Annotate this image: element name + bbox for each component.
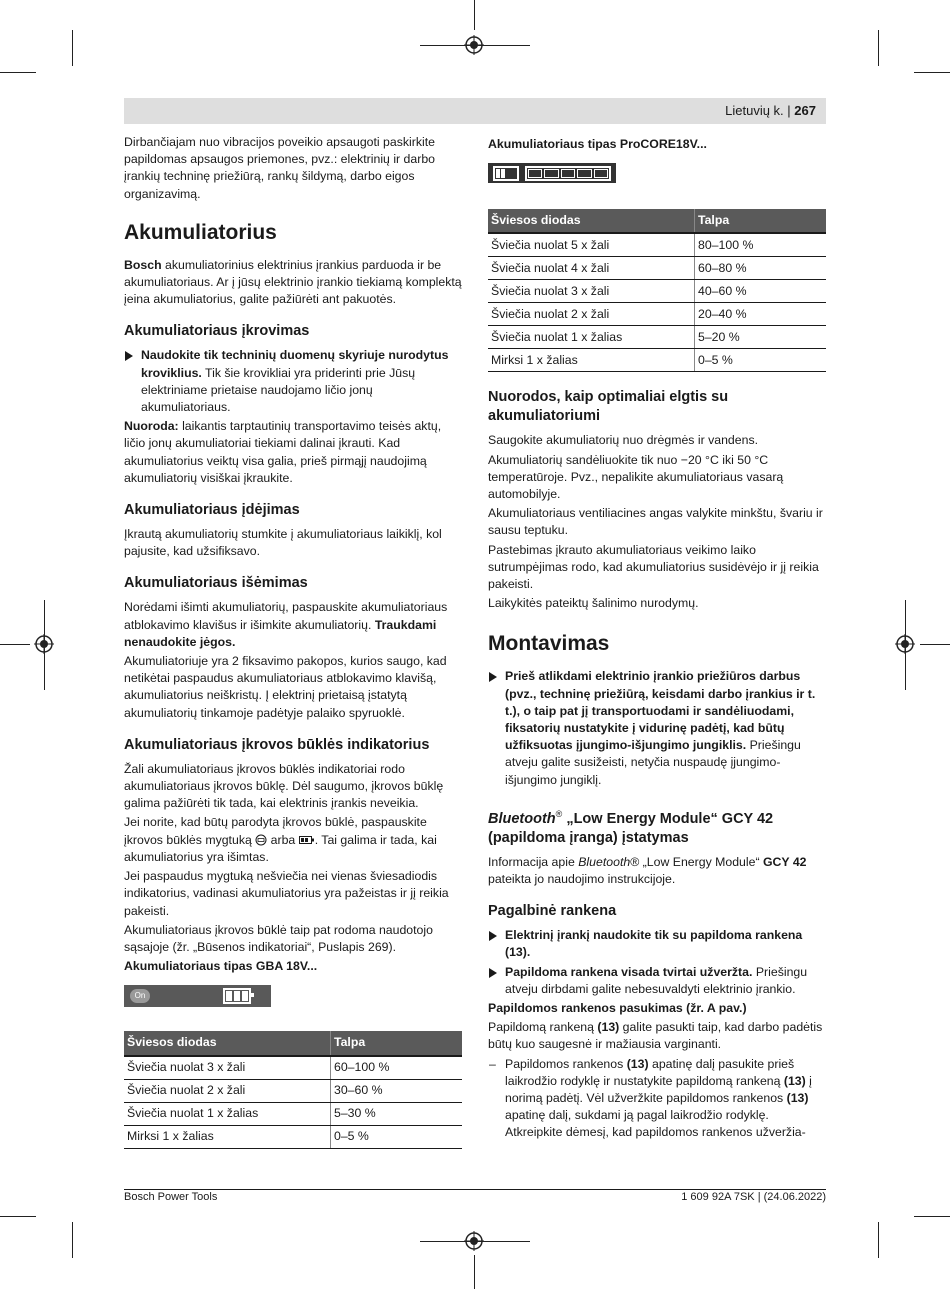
table-cell: Šviečia nuolat 2 x žali	[488, 303, 695, 326]
table-row	[124, 1125, 462, 1148]
crop-mark	[0, 644, 30, 645]
bullet-bold: Prieš atlikdami elektrinio įrankio priežiūros darbus (pvz., techninę priežiūrą, keisdami darbo įrankius ir t. t.), o taip pat jį transportuodami ir sandėliuodami, fiksatorių nustatykite į vidurinę padėtį, kad būtų užfiksuotas įjungimo-išjungimo jungiklis.	[505, 669, 816, 753]
bt-text: ® „Low Energy Module“	[630, 854, 763, 869]
table-header-row	[124, 1031, 462, 1055]
col-header: Šviesos diodas	[488, 209, 695, 233]
charge-status-button-icon	[255, 834, 267, 846]
bt-text: Bluetooth	[578, 854, 631, 869]
pas-text: (13)	[597, 1020, 620, 1035]
heading-montavimas: Montavimas	[488, 632, 610, 656]
procore-battery-illustration	[488, 163, 616, 183]
footer-publisher: Bosch Power Tools	[124, 1191, 218, 1203]
step-text: Atkreipkite dėmesį, kad papildomos rankenos užveržia-	[505, 1125, 806, 1140]
table-cell: Šviečia nuolat 3 x žali	[488, 280, 695, 303]
table-row	[488, 349, 826, 372]
crop-mark	[0, 72, 36, 73]
nuoroda-text: laikantis tarptautinių transportavimo teisės aktų, ličio jonų akumuliatoriai tiekiami dalinai įkrauti. Kad akumuliatorius veiktų visa galia, prieš pirmąjį naudojimą akumuliatorių visiškai įkraukite.	[124, 419, 442, 485]
bt-text: GCY 42	[762, 854, 807, 869]
footer-rule	[124, 1189, 826, 1190]
crop-mark	[878, 1222, 879, 1258]
table-cell: 40–60 %	[695, 280, 827, 303]
heading-isemimas: Akumuliatoriaus išėmimas	[124, 575, 308, 592]
table-cell: 80–100 %	[695, 233, 827, 257]
battery-small-icon	[493, 166, 519, 181]
table-cell: Mirksi 1 x žalias	[488, 349, 695, 372]
bullet-bold: Naudokite tik techninių duomenų skyriuje nurodytus kroviklius.	[141, 348, 449, 380]
footer-docnumber: 1 609 92A 7SK | (24.06.2022)	[681, 1191, 826, 1203]
indikatorius-p2	[124, 814, 462, 866]
crop-mark	[72, 30, 73, 66]
idejimas-paragraph: Įkrautą akumuliatorių stumkite į akumuliatoriaus laikiklį, kol pajusite, kad užsifiksavo.	[124, 527, 442, 559]
table-cell: Šviečia nuolat 5 x žali	[488, 233, 695, 257]
registration-mark-icon	[464, 1231, 484, 1251]
nuorodos-p3: Akumuliatoriaus ventiliacines angas valykite minkštu, švariu ir sausu teptuku.	[488, 506, 823, 538]
procore-title: Akumuliatoriaus tipas ProCORE18V...	[488, 137, 707, 151]
heading-bluetooth	[488, 805, 826, 848]
right-column	[488, 134, 826, 1144]
step-text: (13)	[626, 1056, 649, 1071]
table-cell: 5–30 %	[331, 1102, 463, 1125]
table-row	[488, 257, 826, 280]
isemimas-paragraph-2: Akumuliatoriuje yra 2 fiksavimo pakopos, kurios saugo, kad netikėtai paspaudus akumuliatoriaus atblokavimo klavišą, akumuliatorius neiškristų. Į elektrinį prietaisą įstatytą akumuliatorių tinkamoje padėtyje palaiko spyruoklė.	[124, 654, 447, 720]
table-cell: Šviečia nuolat 1 x žalias	[124, 1102, 331, 1125]
table-row	[124, 1079, 462, 1102]
bullet-text: Tik šie krovikliai yra priderinti prie Jūsų elektriniame prietaise naudojamo ličio jonų akumuliatoriaus.	[141, 365, 416, 415]
step-text: į norimą padėtį. Vėl užveržkite papildomos rankenos	[505, 1073, 812, 1105]
page-number: 267	[794, 103, 816, 118]
crop-mark	[920, 644, 950, 645]
step-text: Papildomos rankenos	[505, 1056, 627, 1071]
crop-mark	[474, 0, 475, 30]
battery-gauge-icon	[525, 166, 611, 181]
isemimas-paragraph	[124, 599, 462, 651]
nuoroda-label: Nuoroda:	[124, 419, 179, 434]
table-cell: 20–40 %	[695, 303, 827, 326]
registered-mark: ®	[555, 808, 563, 819]
nuorodos-p2: Akumuliatorių sandėliuokite tik nuo −20 °C iki 50 °C temperatūroje. Pvz., nepalikite akumuliatoriaus vasarą automobilyje.	[488, 452, 784, 502]
table-cell: 30–60 %	[331, 1079, 463, 1102]
indikatorius-p3: Jei paspaudus mygtuką nešviečia nei vienas šviesadiodis indikatorius, vadinasi akumuliatorius yra pažeistas ir jį reikia pakeisti.	[124, 869, 449, 918]
battery-button-icon	[299, 835, 315, 845]
gba-title: Akumuliatoriaus tipas GBA 18V...	[124, 959, 318, 974]
indikatorius-p4: Akumuliatoriaus įkrovos būklė taip pat rodoma naudotojo sąsajoje (žr. „Būsenos indikatoriai“, Puslapis 269).	[124, 922, 433, 954]
bt-text: pateikta jo naudojimo instrukcijoje.	[488, 871, 676, 886]
ind-text: . Tai galima ir tada, kai akumuliatorius yra išimtas.	[124, 832, 437, 864]
heading-ikrovimas: Akumuliatoriaus įkrovimas	[124, 323, 310, 340]
table-cell: Šviečia nuolat 4 x žali	[488, 257, 695, 280]
heading-indikatorius: Akumuliatoriaus įkrovos būklės indikatorius	[124, 736, 430, 753]
pasukimas-paragraph	[488, 1019, 826, 1053]
table-cell: 5–20 %	[695, 326, 827, 349]
gba-battery-illustration	[124, 985, 271, 1007]
battery-gauge-icon	[223, 988, 251, 1004]
akumuliatorius-paragraph	[124, 257, 462, 309]
ikrovimas-bullet	[124, 347, 462, 416]
table-cell: Šviečia nuolat 2 x žali	[124, 1079, 331, 1102]
table-row	[124, 1102, 462, 1125]
nuorodos-p4: Pastebimas įkrauto akumuliatoriaus veikimo laiko sutrumpėjimas rodo, kad akumuliatorius susidėvėjo ir jį reikia pakeisti.	[488, 542, 819, 592]
bluetooth-brand: Bluetooth	[488, 810, 556, 827]
procore-led-table	[488, 209, 826, 372]
table-cell: Šviečia nuolat 3 x žali	[124, 1056, 331, 1080]
table-row	[488, 233, 826, 257]
table-cell: Mirksi 1 x žalias	[124, 1125, 331, 1148]
registration-mark-icon	[895, 634, 915, 654]
on-button-icon: On	[130, 989, 150, 1003]
left-column	[124, 134, 462, 1149]
step-text: (13)	[783, 1073, 806, 1088]
brand-text: Bosch	[124, 257, 162, 272]
table-cell: Šviečia nuolat 1 x žalias	[488, 326, 695, 349]
bullet-bold: Elektrinį įrankį naudokite tik su papildoma rankena (13).	[505, 928, 803, 960]
pas-text: Papildomą rankeną	[488, 1020, 598, 1035]
col-header: Šviesos diodas	[124, 1031, 331, 1055]
bullet-text: Priešingu atveju dirbdami galite nebesuvaldyti elektrinio įrankio.	[505, 964, 808, 996]
akumuliatorius-text: akumuliatorinius elektrinius įrankius parduoda ir be akumuliatoriaus. Ar į jūsų elektrinio įrankio tiekiamą komplektą įeina akumuliatorius, galite pažiūrėti ant pakuotės.	[124, 257, 462, 307]
table-cell: 0–5 %	[695, 349, 827, 372]
indikatorius-p1: Žali akumuliatoriaus įkrovos būklės indikatoriai rodo akumuliatoriaus įkrovos būklę. Dėl saugumo, įkrovos būklę galima pažiūrėti tik tada, kai elektrinis įrankis neveikia.	[124, 761, 444, 811]
table-row	[488, 326, 826, 349]
table-row	[124, 1056, 462, 1080]
heading-nuorodos: Nuorodos, kaip optimaliai elgtis su akumuliatoriumi	[488, 389, 729, 425]
pagalbine-bullet-2	[488, 964, 826, 998]
step-text: apatinę dalį, sukdami ją pagal laikrodžio rodyklę.	[505, 1108, 769, 1123]
gba-led-table	[124, 1031, 462, 1148]
table-cell: 60–80 %	[695, 257, 827, 280]
bullet-bold: Papildoma rankena visada tvirtai užveržta.	[505, 964, 753, 979]
col-header: Talpa	[331, 1031, 463, 1055]
crop-mark	[72, 1222, 73, 1258]
table-row	[488, 280, 826, 303]
ind-text: arba	[267, 832, 299, 847]
ind-text: Jei norite, kad būtų parodyta įkrovos būklė, paspauskite įkrovos būklės mygtuką	[124, 815, 427, 847]
bt-text: Informacija apie	[488, 854, 579, 869]
pas-text: galite pasukti taip, kad darbo padėtis būtų kuo saugesnė ir mažiausia varginanti.	[488, 1020, 823, 1052]
heading-pasukimas: Papildomos rankenos pasukimas (žr. A pav.)	[488, 1000, 747, 1015]
montavimas-bullet	[488, 668, 826, 788]
crop-mark	[0, 1216, 36, 1217]
intro-paragraph: Dirbančiajam nuo vibracijos poveikio apsaugoti paskirkite papildomas apsaugos priemones, pvz.: elektrinių ir darbo įrankių techninę priežiūrą, rankų šildymą, darbo eigos organizavimą.	[124, 135, 436, 201]
heading-pagalbine: Pagalbinė rankena	[488, 903, 617, 920]
heading-idejimas: Akumuliatoriaus įdėjimas	[124, 502, 300, 519]
pagalbine-bullet-1	[488, 927, 826, 961]
header-section: Lietuvių k.	[725, 103, 784, 118]
crop-mark	[914, 72, 950, 73]
table-header-row	[488, 209, 826, 233]
table-cell: 60–100 %	[331, 1056, 463, 1080]
page-header	[124, 98, 826, 124]
crop-mark	[474, 1255, 475, 1289]
col-header: Talpa	[695, 209, 827, 233]
heading-akumuliatorius: Akumuliatorius	[124, 220, 277, 244]
header-text: Lietuvių k. | 267	[725, 103, 816, 118]
nuoroda-paragraph	[124, 418, 462, 487]
pasukimas-step	[488, 1056, 826, 1142]
isemimas-bold: Traukdami nenaudokite jėgos.	[124, 617, 437, 649]
registration-mark-icon	[34, 634, 54, 654]
table-row	[488, 303, 826, 326]
nuorodos-p1: Saugokite akumuliatorių nuo drėgmės ir vandens.	[488, 433, 759, 448]
step-text: (13)	[786, 1090, 809, 1105]
crop-mark	[914, 1216, 950, 1217]
registration-mark-icon	[464, 35, 484, 55]
step-text: apatinę dalį pasukite prieš laikrodžio rodyklę ir nustatykite papildomą rankeną	[505, 1056, 795, 1088]
bluetooth-paragraph	[488, 854, 826, 888]
bullet-text: Priešingu atveju galite susižeisti, netyčia nuspaudę įjungimo-išjungimo jungiklį.	[505, 738, 801, 787]
crop-mark	[878, 30, 879, 66]
isemimas-text: Norėdami išimti akumuliatorių, paspauskite akumuliatoriaus atblokavimo klavišus ir išimkite akumuliatorių.	[124, 600, 448, 632]
nuorodos-p5: Laikykitės pateiktų šalinimo nurodymų.	[488, 596, 699, 611]
table-cell: 0–5 %	[331, 1125, 463, 1148]
heading-text: „Low Energy Module“ GCY 42 (papildoma įranga) įstatymas	[488, 810, 774, 846]
